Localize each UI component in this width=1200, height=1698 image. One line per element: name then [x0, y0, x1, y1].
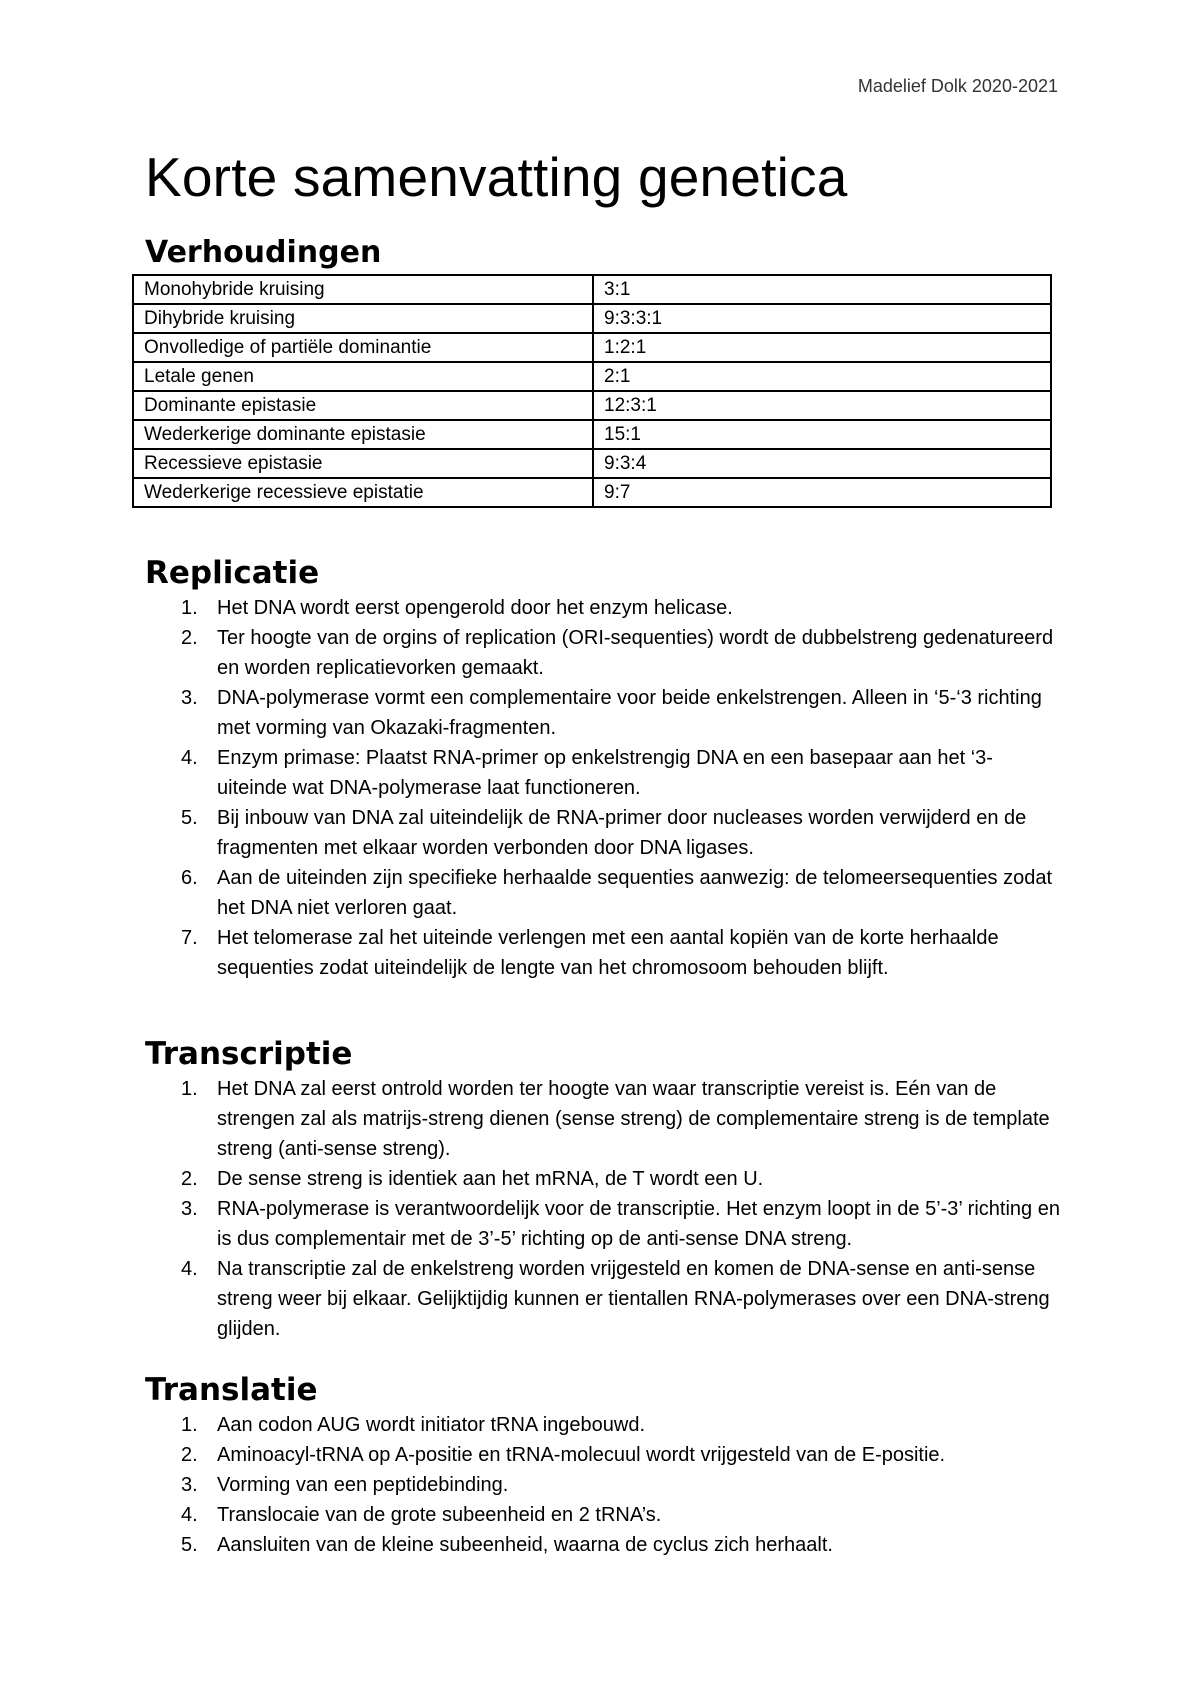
table-cell-ratio: 15:1 — [593, 420, 1051, 449]
table-cell-label: Dihybride kruising — [133, 304, 593, 333]
header-author-year: Madelief Dolk 2020-2021 — [857, 76, 1058, 96]
table-cell-label: Letale genen — [133, 362, 593, 391]
table-cell-label: Wederkerige recessieve epistatie — [133, 478, 593, 507]
list-item-text: Aan de uiteinden zijn specifieke herhaalde sequenties aanwezig: de telomeersequenties zodat het DNA niet verloren gaat. — [217, 867, 1053, 919]
table-row — [133, 275, 1051, 304]
section-heading-transcriptie: Transcriptie — [145, 1036, 353, 1072]
list-item-text: Ter hoogte van de orgins of replication (ORI-sequenties) wordt de dubbelstreng gedenatureerd en worden replicatievorken gemaakt. — [217, 627, 1054, 679]
table-cell-label: Wederkerige dominante epistasie — [133, 420, 593, 449]
section-heading-verhoudingen: Verhoudingen — [145, 235, 382, 270]
table-cell-ratio: 9:3:3:1 — [593, 304, 1051, 333]
list-item-text: Het DNA zal eerst ontrold worden ter hoogte van waar transcriptie vereist is. Eén van de strengen zal als matrijs-streng dienen (sense streng) de complementaire streng is de template streng (anti-sense streng). — [217, 1078, 1050, 1160]
section-heading-translatie: Translatie — [145, 1372, 318, 1408]
table-row — [133, 362, 1051, 391]
list-item-text: RNA-polymerase is verantwoordelijk voor de transcriptie. Het enzym loopt in de 5’-3’ richting en is dus complementair met de 3’-5’ richting op de anti-sense DNA streng. — [217, 1198, 1060, 1250]
list-item-text: DNA-polymerase vormt een complementaire voor beide enkelstrengen. Alleen in ‘5-‘3 richting met vorming van Okazaki-fragmenten. — [217, 687, 1042, 739]
table-cell-ratio: 2:1 — [593, 362, 1051, 391]
list-item-text: De sense streng is identiek aan het mRNA, de T wordt een U. — [217, 1168, 764, 1190]
table-cell-label: Dominante epistasie — [133, 391, 593, 420]
table-row — [133, 420, 1051, 449]
list-item: 2. De sense streng is identiek aan het mRNA, de T wordt een U. — [181, 1168, 764, 1190]
page-title: Korte samenvatting genetica — [145, 146, 848, 208]
table-row — [133, 391, 1051, 420]
list-item: 4. Translocaie van de grote subeenheid en 2 tRNA’s. — [181, 1504, 662, 1526]
list-item-text: Aansluiten van de kleine subeenheid, waarna de cyclus zich herhaalt. — [217, 1534, 833, 1556]
list-item-text: Aan codon AUG wordt initiator tRNA ingebouwd. — [217, 1414, 646, 1436]
section-transcriptie — [145, 1036, 1062, 1344]
section-translatie — [145, 1372, 1062, 1560]
list-item: 7. Het telomerase zal het uiteinde verlengen met een aantal kopiën van de korte herhaalde sequenties zodat uiteindelijk de lengte van het chromosoom behouden blijft. — [181, 927, 999, 979]
list-item: 4. Enzym primase: Plaatst RNA-primer op enkelstrengig DNA en een basepaar aan het ‘3-uiteinde wat DNA-polymerase laat functioneren. — [181, 747, 993, 799]
table-cell-ratio: 1:2:1 — [593, 333, 1051, 362]
section-replicatie — [145, 555, 1062, 983]
list-item-text: Enzym primase: Plaatst RNA-primer op enkelstrengig DNA en een basepaar aan het ‘3-uiteinde wat DNA-polymerase laat functioneren. — [217, 747, 993, 799]
ratios-table — [132, 274, 1052, 508]
list-item: 3. DNA-polymerase vormt een complementaire voor beide enkelstrengen. Alleen in ‘5-‘3 richting met vorming van Okazaki-fragmenten. — [181, 687, 1042, 739]
list-item: 5. Aansluiten van de kleine subeenheid, waarna de cyclus zich herhaalt. — [181, 1534, 833, 1556]
list-item-text: Aminoacyl-tRNA op A-positie en tRNA-molecuul wordt vrijgesteld van de E-positie. — [217, 1444, 946, 1466]
list-item: 1. Het DNA wordt eerst opengerold door het enzym helicase. — [181, 597, 733, 619]
list-item: 3. Vorming van een peptidebinding. — [181, 1474, 509, 1496]
table-cell-ratio: 9:7 — [593, 478, 1051, 507]
table-cell-label: Recessieve epistasie — [133, 449, 593, 478]
table-row — [133, 478, 1051, 507]
transcriptie-list — [145, 1074, 1062, 1344]
table-cell-ratio: 9:3:4 — [593, 449, 1051, 478]
list-item-text: Na transcriptie zal de enkelstreng worden vrijgesteld en komen de DNA-sense en anti-sense streng weer bij elkaar. Gelijktijdig kunnen er tientallen RNA-polymerases over een DNA-streng glijden. — [217, 1258, 1050, 1340]
table-row — [133, 333, 1051, 362]
list-item-text: Het DNA wordt eerst opengerold door het enzym helicase. — [217, 597, 733, 619]
list-item-text: Vorming van een peptidebinding. — [217, 1474, 509, 1496]
table-cell-ratio: 3:1 — [593, 275, 1051, 304]
list-item-text: Translocaie van de grote subeenheid en 2 tRNA’s. — [217, 1504, 662, 1526]
list-item: 6. Aan de uiteinden zijn specifieke herhaalde sequenties aanwezig: de telomeersequenties zodat het DNA niet verloren gaat. — [181, 867, 1053, 919]
list-item: 3. RNA-polymerase is verantwoordelijk voor de transcriptie. Het enzym loopt in de 5’-3’ richting en is dus complementair met de 3’-5’ richting op de anti-sense DNA streng. — [181, 1198, 1060, 1250]
table-row — [133, 449, 1051, 478]
table-cell-label: Monohybride kruising — [133, 275, 593, 304]
list-item: 2. Ter hoogte van de orgins of replication (ORI-sequenties) wordt de dubbelstreng gedenatureerd en worden replicatievorken gemaakt. — [181, 627, 1054, 679]
list-item: 4. Na transcriptie zal de enkelstreng worden vrijgesteld en komen de DNA-sense en anti-sense streng weer bij elkaar. Gelijktijdig kunnen er tientallen RNA-polymerases over een DNA-streng glijden. — [181, 1258, 1050, 1340]
list-item: 1. Aan codon AUG wordt initiator tRNA ingebouwd. — [181, 1414, 646, 1436]
table-row — [133, 304, 1051, 333]
list-item: 1. Het DNA zal eerst ontrold worden ter hoogte van waar transcriptie vereist is. Eén van de strengen zal als matrijs-streng dienen (sense streng) de complementaire streng is de template streng (anti-sense streng). — [181, 1078, 1050, 1160]
table-cell-label: Onvolledige of partiële dominantie — [133, 333, 593, 362]
list-item-text: Bij inbouw van DNA zal uiteindelijk de RNA-primer door nucleases worden verwijderd en de fragmenten met elkaar worden verbonden door DNA ligases. — [217, 807, 1027, 859]
translatie-list — [145, 1410, 1062, 1560]
table-cell-ratio: 12:3:1 — [593, 391, 1051, 420]
list-item: 5. Bij inbouw van DNA zal uiteindelijk de RNA-primer door nucleases worden verwijderd en de fragmenten met elkaar worden verbonden door DNA ligases. — [181, 807, 1027, 859]
list-item-text: Het telomerase zal het uiteinde verlengen met een aantal kopiën van de korte herhaalde sequenties zodat uiteindelijk de lengte van het chromosoom behouden blijft. — [217, 927, 999, 979]
replicatie-list — [145, 593, 1062, 983]
list-item: 2. Aminoacyl-tRNA op A-positie en tRNA-molecuul wordt vrijgesteld van de E-positie. — [181, 1444, 946, 1466]
section-heading-replicatie: Replicatie — [145, 555, 320, 591]
